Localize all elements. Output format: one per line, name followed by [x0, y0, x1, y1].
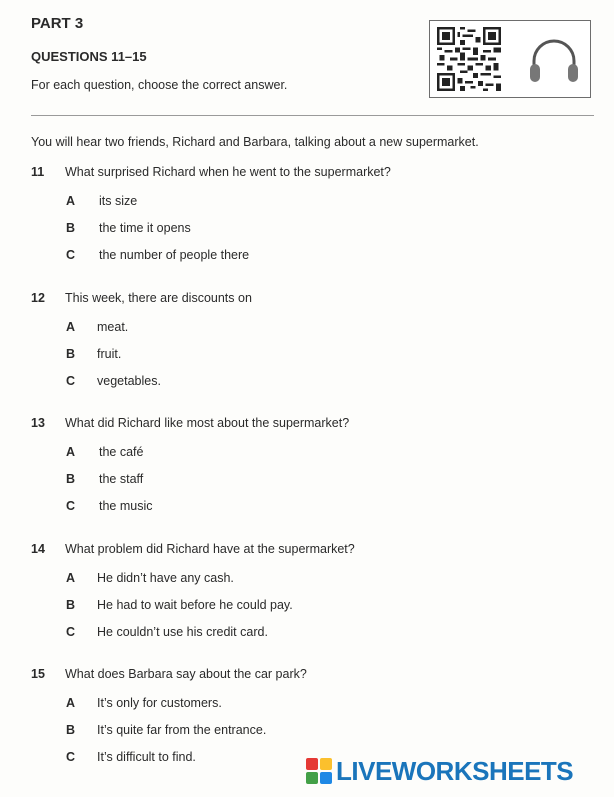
option-letter: A	[66, 320, 76, 334]
option-text: the time it opens	[99, 221, 191, 235]
headphones-icon[interactable]	[526, 33, 582, 89]
option-letter: A	[66, 571, 76, 585]
section-divider	[31, 115, 594, 116]
option-text: meat.	[97, 320, 129, 334]
question-number: 15	[31, 667, 45, 681]
option-text: It’s only for customers.	[97, 696, 222, 710]
question-text: What surprised Richard when he went to the supermarket?	[65, 165, 391, 179]
option-letter: B	[66, 221, 76, 235]
option-letter: B	[66, 347, 76, 361]
question-number: 14	[31, 542, 45, 556]
option-text: It’s difficult to find.	[97, 750, 196, 764]
option-text: its size	[99, 194, 138, 208]
audio-box[interactable]	[429, 20, 591, 98]
question-number: 13	[31, 416, 45, 430]
option-text: He had to wait before he could pay.	[97, 598, 293, 612]
question-text: What does Barbara say about the car park?	[65, 667, 307, 681]
option-letter: B	[66, 598, 76, 612]
option-text: the number of people there	[99, 248, 250, 262]
option-letter: C	[66, 625, 76, 639]
option-letter: B	[66, 723, 76, 737]
option-letter: A	[66, 696, 76, 710]
instruction-text: For each question, choose the correct answer.	[31, 78, 288, 92]
option-text: the music	[99, 499, 153, 513]
option-letter: C	[66, 750, 76, 764]
live-badge-icon	[306, 758, 332, 784]
option-letter: C	[66, 374, 76, 388]
option-letter: A	[66, 445, 76, 459]
question-number: 11	[31, 165, 45, 179]
qr-code-icon[interactable]	[437, 27, 501, 91]
option-letter: A	[66, 194, 76, 208]
option-text: fruit.	[97, 347, 122, 361]
question-text: What did Richard like most about the supermarket?	[65, 416, 350, 430]
question-number: 12	[31, 291, 45, 305]
part-title: PART 3	[31, 15, 84, 32]
question-text: What problem did Richard have at the supermarket?	[65, 542, 355, 556]
option-text: the café	[99, 445, 144, 459]
option-letter: C	[66, 248, 76, 262]
option-letter: B	[66, 472, 76, 486]
option-text: the staff	[99, 472, 144, 486]
option-text: He didn’t have any cash.	[97, 571, 234, 585]
intro-text: You will hear two friends, Richard and Barbara, talking about a new supermarket.	[31, 135, 479, 149]
questions-range-title: QUESTIONS 11–15	[31, 49, 147, 64]
option-text: He couldn’t use his credit card.	[97, 625, 268, 639]
option-letter: C	[66, 499, 76, 513]
option-text: It’s quite far from the entrance.	[97, 723, 267, 737]
question-text: This week, there are discounts on	[65, 291, 252, 305]
option-text: vegetables.	[97, 374, 161, 388]
logo-text: LIVEWORKSHEETS	[336, 756, 574, 786]
